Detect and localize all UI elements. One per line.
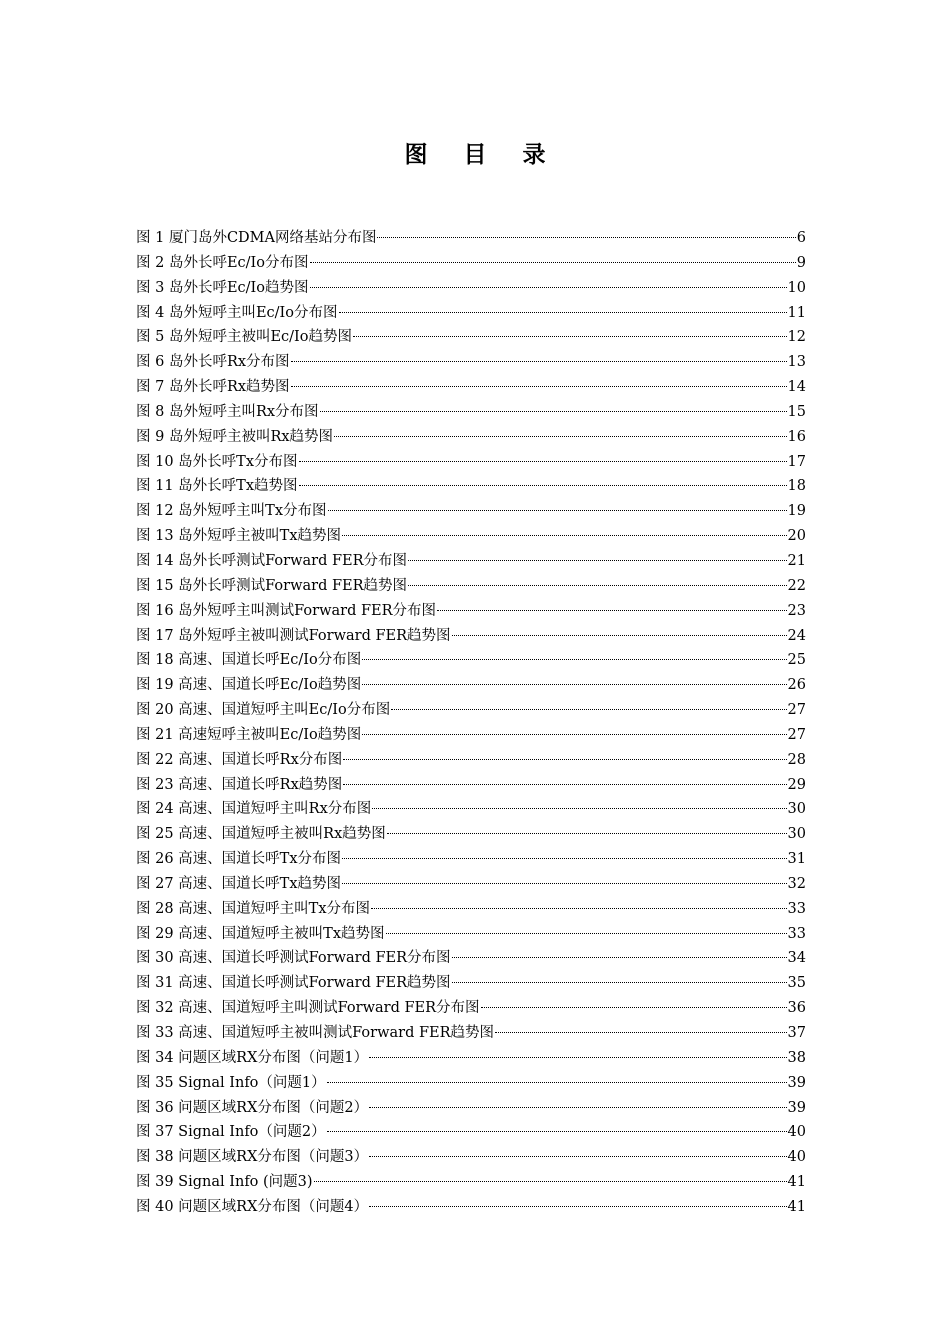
toc-entry-page-number: 40 [787,1149,806,1166]
toc-entry-page-number: 14 [787,379,806,396]
dot-leader [495,1032,787,1033]
toc-entry-label: 图 7 岛外长呼Rx趋势图 [136,379,290,396]
toc-entry-label: 图 20 高速、国道短呼主叫Ec/Io分布图 [136,702,391,719]
toc-entry-label: 图 12 岛外短呼主叫Tx分布图 [136,503,327,520]
toc-entry[interactable] [136,922,806,947]
toc-entry[interactable] [136,946,806,971]
toc-entry[interactable] [136,450,806,475]
toc-entry-label: 图 24 高速、国道短呼主叫Rx分布图 [136,801,372,818]
dot-leader [362,684,786,685]
toc-entry-label: 图 17 岛外短呼主被叫测试Forward FER趋势图 [136,627,451,644]
dot-leader [343,759,786,760]
toc-entry[interactable] [136,748,806,773]
toc-entry-page-number: 13 [787,354,806,371]
toc-entry-page-number: 9 [796,254,806,271]
dot-leader [291,361,787,362]
toc-entry[interactable] [136,350,806,375]
toc-entry-page-number: 27 [787,702,806,719]
toc-entry-label: 图 6 岛外长呼Rx分布图 [136,354,290,371]
toc-entry-page-number: 29 [787,776,806,793]
toc-entry-label: 图 32 高速、国道短呼主叫测试Forward FER分布图 [136,1000,480,1017]
toc-entry[interactable] [136,1145,806,1170]
toc-entry-page-number: 34 [787,950,806,967]
dot-leader [452,957,787,958]
toc-entry[interactable] [136,648,806,673]
toc-entry-page-number: 6 [796,230,806,246]
dot-leader [369,1107,786,1108]
toc-entry[interactable] [136,773,806,798]
toc-entry-page-number: 41 [787,1174,806,1191]
toc-entry[interactable] [136,872,806,897]
toc-entry[interactable] [136,971,806,996]
dot-leader [362,734,786,735]
toc-entry[interactable] [136,673,806,698]
toc-entry-page-number: 15 [787,403,806,420]
toc-entry-label: 图 38 问题区域RX分布图（问题3） [136,1149,369,1166]
dot-leader [387,833,787,834]
toc-entry-page-number: 26 [787,677,806,694]
toc-entry[interactable] [136,499,806,524]
toc-entry[interactable] [136,1195,806,1220]
toc-entry-label: 图 33 高速、国道短呼主被叫测试Forward FER趋势图 [136,1025,495,1041]
dot-leader [310,262,796,263]
toc-entry-page-number: 41 [787,1198,806,1215]
toc-entry-page-number: 24 [787,627,806,644]
toc-entry-label: 图 5 岛外短呼主被叫Ec/Io趋势图 [136,329,352,346]
toc-entry[interactable] [136,1046,806,1071]
toc-entry-page-number: 28 [787,751,806,768]
toc-entry[interactable] [136,251,806,276]
toc-entry[interactable] [136,325,806,350]
toc-entry[interactable] [136,996,806,1021]
toc-entry-page-number: 17 [787,453,806,470]
toc-entry-label: 图 16 岛外短呼主叫测试Forward FER分布图 [136,602,437,619]
toc-entry-label: 图 34 问题区域RX分布图（问题1） [136,1049,369,1066]
dot-leader [342,883,787,884]
toc-entry[interactable] [136,1071,806,1096]
dot-leader [342,858,787,859]
toc-entry-label: 图 3 岛外长呼Ec/Io趋势图 [136,279,309,296]
toc-entry[interactable] [136,474,806,499]
toc-entry-label: 图 23 高速、国道长呼Rx趋势图 [136,776,343,793]
dot-leader [377,237,795,238]
dot-leader [299,461,787,462]
toc-entry[interactable] [136,1120,806,1145]
toc-entry-label: 图 1 厦门岛外CDMA网络基站分布图 [136,230,377,246]
toc-entry-page-number: 23 [787,602,806,619]
toc-entry-page-number: 11 [787,304,806,321]
toc-entry-label: 图 18 高速、国道长呼Ec/Io分布图 [136,652,362,669]
dot-leader [408,585,787,586]
toc-entry-label: 图 22 高速、国道长呼Rx分布图 [136,751,343,768]
toc-entry-page-number: 36 [787,1000,806,1017]
toc-entry-page-number: 33 [787,900,806,917]
dot-leader [369,1206,786,1207]
toc-entry[interactable] [136,524,806,549]
dot-leader [342,535,787,536]
toc-entry-page-number: 18 [787,478,806,495]
dot-leader [481,1007,787,1008]
toc-entry[interactable] [136,276,806,301]
toc-entry-label: 图 40 问题区域RX分布图（问题4） [136,1198,369,1215]
toc-entry-page-number: 30 [787,801,806,818]
toc-entry-page-number: 30 [787,826,806,843]
toc-entry-label: 图 36 问题区域RX分布图（问题2） [136,1099,369,1116]
toc-entry-label: 图 21 高速短呼主被叫Ec/Io趋势图 [136,726,362,743]
dot-leader [320,411,787,412]
dot-leader [327,1082,787,1083]
toc-entry[interactable] [136,425,806,450]
toc-entry[interactable] [136,574,806,599]
figure-index-list [136,226,806,1220]
toc-entry[interactable] [136,1096,806,1121]
toc-entry-page-number: 10 [787,279,806,296]
toc-entry-label: 图 9 岛外短呼主被叫Rx趋势图 [136,428,334,445]
toc-entry-label: 图 35 Signal Info（问题1） [136,1074,326,1091]
toc-entry-label: 图 37 Signal Info（问题2） [136,1124,326,1141]
toc-entry-page-number: 33 [787,925,806,942]
toc-entry-page-number: 37 [787,1025,806,1041]
toc-entry[interactable] [136,1021,806,1046]
toc-entry-label: 图 4 岛外短呼主叫Ec/Io分布图 [136,304,338,321]
toc-entry[interactable] [136,375,806,400]
toc-entry-page-number: 40 [787,1124,806,1141]
toc-entry-page-number: 27 [787,726,806,743]
toc-entry[interactable] [136,847,806,872]
toc-entry-page-number: 20 [787,528,806,545]
toc-entry-label: 图 27 高速、国道长呼Tx趋势图 [136,875,342,892]
dot-leader [362,659,786,660]
toc-entry-label: 图 30 高速、国道长呼测试Forward FER分布图 [136,950,451,967]
toc-entry-page-number: 35 [787,975,806,992]
toc-entry-page-number: 16 [787,428,806,445]
toc-entry-page-number: 31 [787,851,806,868]
toc-entry-label: 图 11 岛外长呼Tx趋势图 [136,478,298,495]
toc-entry-label: 图 13 岛外短呼主被叫Tx趋势图 [136,528,342,545]
toc-entry[interactable] [136,723,806,748]
dot-leader [369,1156,786,1157]
toc-entry[interactable] [136,549,806,574]
toc-entry[interactable] [136,698,806,723]
toc-entry[interactable] [136,1170,806,1195]
dot-leader [310,287,787,288]
toc-entry-label: 图 26 高速、国道长呼Tx分布图 [136,851,342,868]
dot-leader [452,982,787,983]
dot-leader [339,312,787,313]
toc-entry-page-number: 39 [787,1099,806,1116]
toc-entry-label: 图 28 高速、国道短呼主叫Tx分布图 [136,900,371,917]
toc-entry-label: 图 19 高速、国道长呼Ec/Io趋势图 [136,677,362,694]
dot-leader [314,1181,787,1182]
toc-entry-page-number: 22 [787,577,806,594]
toc-entry-page-number: 12 [787,329,806,346]
toc-entry-label: 图 29 高速、国道短呼主被叫Tx趋势图 [136,925,385,942]
dot-leader [371,908,787,909]
toc-entry[interactable] [136,797,806,822]
toc-entry-label: 图 15 岛外长呼测试Forward FER趋势图 [136,577,408,594]
toc-entry-label: 图 39 Signal Info (问题3) [136,1174,313,1191]
toc-entry-label: 图 8 岛外短呼主叫Rx分布图 [136,403,319,420]
toc-entry-page-number: 19 [787,503,806,520]
toc-entry-label: 图 10 岛外长呼Tx分布图 [136,453,298,470]
toc-entry[interactable] [136,400,806,425]
toc-entry-page-number: 21 [787,552,806,569]
dot-leader [353,336,787,337]
dot-leader [299,485,787,486]
dot-leader [334,436,787,437]
dot-leader [328,510,787,511]
toc-entry-label: 图 2 岛外长呼Ec/Io分布图 [136,254,309,271]
toc-entry[interactable] [136,897,806,922]
toc-entry-page-number: 39 [787,1074,806,1091]
dot-leader [437,610,787,611]
toc-entry-page-number: 32 [787,875,806,892]
dot-leader [343,784,786,785]
toc-entry[interactable] [136,624,806,649]
toc-entry-page-number: 38 [787,1049,806,1066]
page-title: 图 目 录 [404,141,560,168]
toc-entry[interactable] [136,301,806,326]
dot-leader [408,560,787,561]
toc-entry[interactable] [136,226,806,251]
toc-entry-label: 图 14 岛外长呼测试Forward FER分布图 [136,552,408,569]
dot-leader [452,635,787,636]
dot-leader [372,808,786,809]
toc-entry-label: 图 25 高速、国道短呼主被叫Rx趋势图 [136,826,386,843]
dot-leader [391,709,786,710]
dot-leader [291,386,787,387]
toc-entry[interactable] [136,822,806,847]
dot-leader [327,1131,787,1132]
toc-entry[interactable] [136,599,806,624]
dot-leader [369,1057,786,1058]
dot-leader [386,933,787,934]
toc-entry-page-number: 25 [787,652,806,669]
toc-entry-label: 图 31 高速、国道长呼测试Forward FER趋势图 [136,975,451,992]
